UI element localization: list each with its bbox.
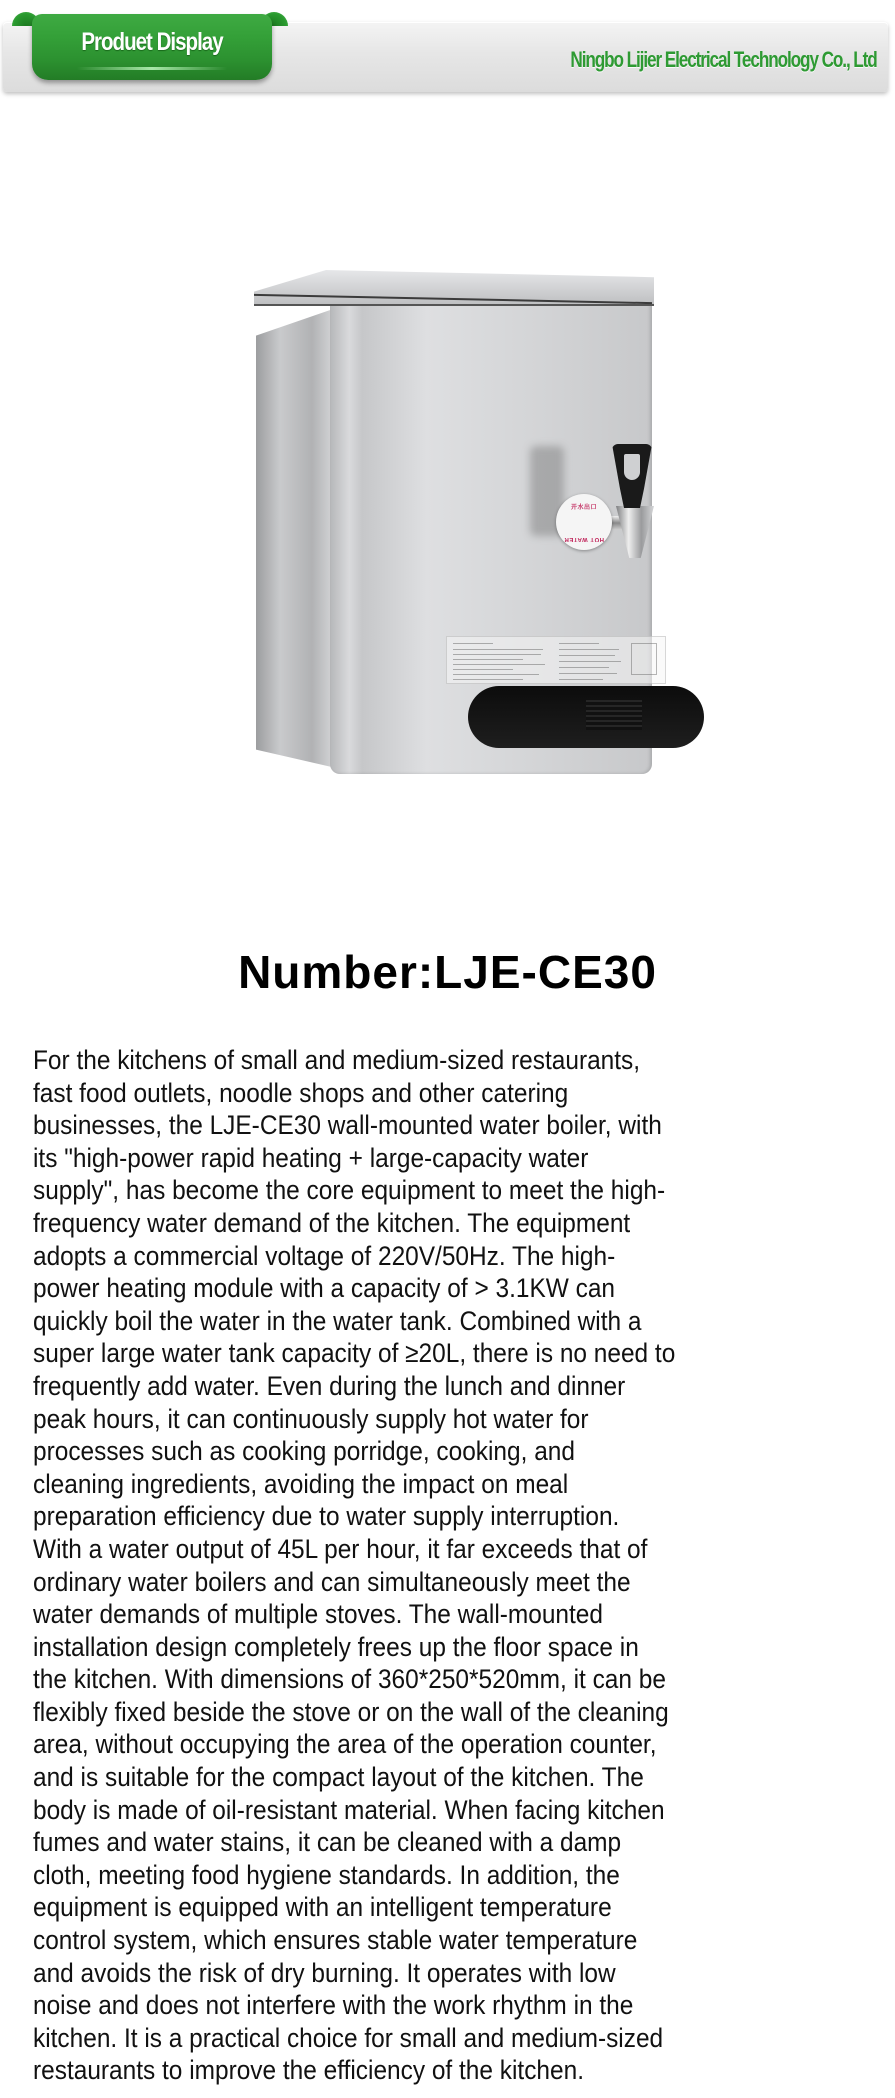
- vent-slots: [586, 700, 642, 730]
- description-line: and avoids the risk of dry burning. It operates with low: [33, 1957, 616, 1988]
- description-line: and is suitable for the compact layout of the kitchen. The: [33, 1762, 644, 1793]
- description-line: restaurants to improve the efficiency of the kitchen.: [33, 2055, 584, 2086]
- description-line: cleaning ingredients, avoiding the impact on meal: [33, 1468, 569, 1499]
- description-line: flexibly fixed beside the stove or on the wall of the cleaning: [33, 1696, 669, 1727]
- description-line: fast food outlets, noodle shops and other catering: [33, 1077, 569, 1108]
- medallion-bottom-text: HOT WATER: [563, 536, 605, 542]
- description-line: For the kitchens of small and medium-sized restaurants,: [33, 1045, 641, 1075]
- description-line: the kitchen. With dimensions of 360*250*520mm, it can be: [33, 1664, 666, 1695]
- description-line: installation design completely frees up the floor space in: [33, 1631, 639, 1662]
- description-line: frequency water demand of the kitchen. The equipment: [33, 1207, 631, 1238]
- description-line: ordinary water boilers and can simultaneously meet the: [33, 1566, 631, 1597]
- product-image: [250, 268, 660, 778]
- description-line: frequently add water. Even during the lunch and dinner: [33, 1370, 626, 1401]
- hot-water-medallion-icon: [556, 494, 612, 550]
- company-name: Ningbo Lijier Electrical Technology Co., Ltd: [570, 47, 877, 72]
- description-line: processes such as cooking porridge, cooking, and: [33, 1436, 575, 1467]
- description-line: preparation efficiency due to water supply interruption.: [33, 1501, 620, 1532]
- header-banner: [0, 0, 895, 100]
- section-ribbon: [32, 14, 272, 80]
- description-line: power heating module with a capacity of > 3.1KW can: [33, 1273, 616, 1304]
- description-line: control system, which ensures stable water temperature: [33, 1925, 638, 1956]
- description-line: noise and does not interfere with the work rhythm in the: [33, 1990, 634, 2021]
- appliance-info-label: [446, 636, 666, 684]
- description-line: body is made of oil-resistant material. When facing kitchen: [33, 1794, 665, 1825]
- medallion-top-text: 开水出口: [570, 505, 597, 511]
- description-line: kitchen. It is a practical choice for small and medium-sized: [33, 2022, 664, 2053]
- section-label: Produet Display: [81, 28, 223, 56]
- boiler-side-panel: [256, 308, 336, 768]
- description-line: quickly boil the water in the water tank. Combined with a: [33, 1305, 642, 1336]
- description-line: fumes and water stains, it can be cleaned with a damp: [33, 1827, 622, 1858]
- model-number-title: Number:LJE-CE30: [238, 946, 657, 998]
- description-line: supply", has become the core equipment to meet the high-: [33, 1175, 666, 1206]
- description-line: its "high-power rapid heating + large-capacity water: [33, 1142, 589, 1173]
- description-line: With a water output of 45L per hour, it far exceeds that of: [33, 1533, 648, 1564]
- description-line: cloth, meeting food hygiene standards. In addition, the: [33, 1859, 620, 1890]
- label-diagram-box: [631, 643, 657, 675]
- vent-panel: [468, 686, 704, 748]
- description-line: equipment is equipped with an intelligent temperature: [33, 1892, 612, 1923]
- description-line: adopts a commercial voltage of 220V/50Hz. The high-: [33, 1240, 616, 1271]
- faucet-spout: [616, 506, 654, 558]
- description-line: water demands of multiple stoves. The wall-mounted: [33, 1599, 603, 1630]
- description-line: peak hours, it can continuously supply hot water for: [33, 1403, 589, 1434]
- description-line: businesses, the LJE-CE30 wall-mounted water boiler, with: [33, 1110, 662, 1141]
- faucet-handle-icon: [612, 444, 652, 508]
- description-line: area, without occupying the area of the operation counter,: [33, 1729, 657, 1760]
- description-line: super large water tank capacity of ≥20L, there is no need to: [33, 1338, 676, 1369]
- boiler-front-panel: [330, 298, 652, 774]
- product-description: [33, 1044, 883, 2087]
